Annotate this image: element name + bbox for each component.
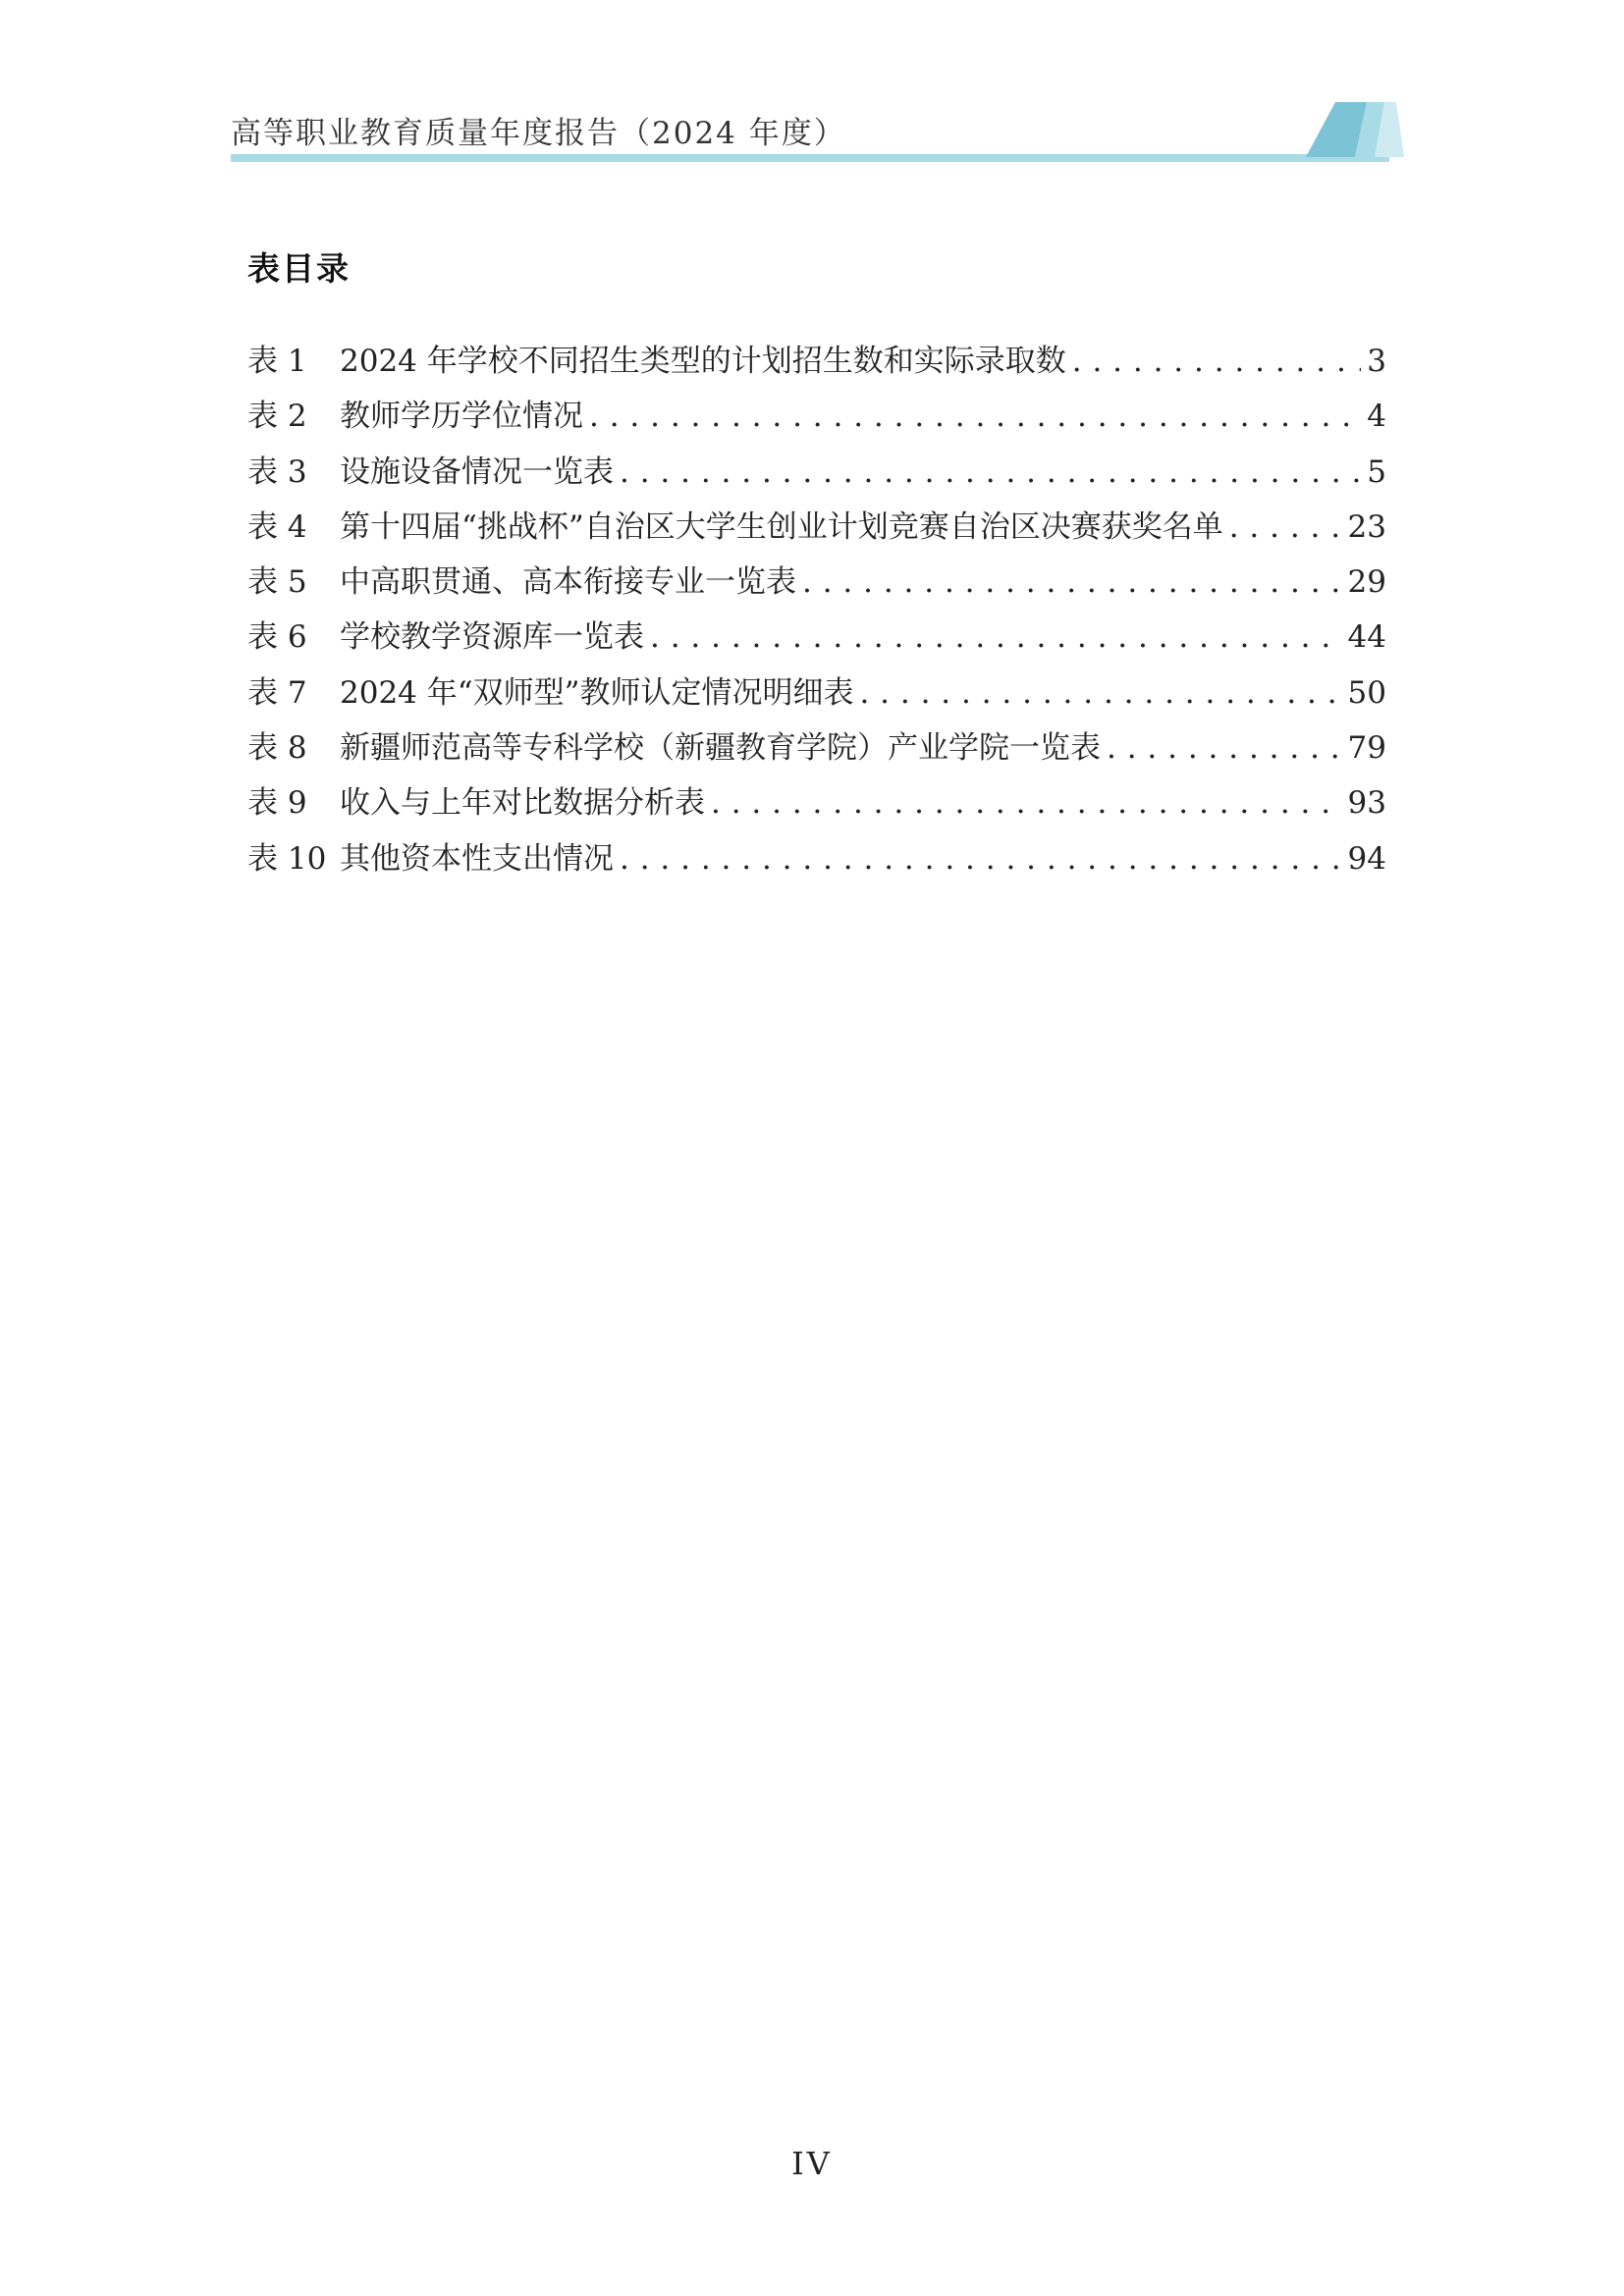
header-rule [231,154,1389,162]
toc-entry-page: 50 [1347,674,1386,711]
toc-entry-label: 表 7 [247,674,307,711]
toc-entry[interactable] [247,833,1386,888]
toc-entry-title: 第十四届“挑战杯”自治区大学生创业计划竞赛自治区决赛获奖名单 [340,508,1223,545]
toc-dot-leader [1229,509,1342,545]
toc-dot-leader [802,564,1342,600]
toc-entry-page: 5 [1367,454,1386,490]
toc-entry[interactable] [247,336,1386,391]
toc-entry-page: 3 [1367,344,1386,379]
toc-entry[interactable] [247,667,1386,722]
toc-entry-page: 79 [1347,730,1386,767]
page-number: IV [791,2145,833,2182]
toc-entry-title: 2024 年学校不同招生类型的计划招生数和实际录取数 [340,344,1066,379]
toc-entry-title: 2024 年“双师型”教师认定情况明细表 [340,674,854,711]
toc-dot-leader [1072,344,1362,379]
toc-entry[interactable] [247,447,1386,502]
toc-dot-leader [859,675,1341,711]
toc-dot-leader [620,841,1342,877]
toc-entry-label: 表 4 [247,508,307,545]
header-decoration-icon [1306,102,1404,161]
toc-entry[interactable] [247,722,1386,777]
toc-entry-title: 设施设备情况一览表 [340,454,614,490]
toc-heading: 表目录 [247,249,351,288]
toc-entry-label: 表 10 [247,840,327,877]
toc-entry[interactable] [247,391,1386,446]
toc-entry-page: 93 [1347,785,1386,822]
toc-entry-label: 表 1 [247,344,307,379]
toc-dot-leader [650,619,1342,655]
toc-dot-leader [711,785,1342,821]
toc-entry-label: 表 6 [247,619,307,656]
toc-entry-label: 表 9 [247,785,307,822]
page-header [231,98,1404,167]
toc-dot-leader [620,454,1361,490]
toc-entry[interactable] [247,557,1386,612]
toc-entry-page: 23 [1347,508,1386,545]
toc-entry-title: 其他资本性支出情况 [340,840,614,877]
toc-entry[interactable] [247,502,1386,557]
toc-entry[interactable] [247,777,1386,832]
toc-entry-label: 表 8 [247,730,307,767]
toc-dot-leader [1107,730,1342,766]
toc-entry-title: 新疆师范高等专科学校（新疆教育学院）产业学院一览表 [340,730,1101,767]
toc-entry-label: 表 5 [247,564,307,601]
toc-dot-leader [589,399,1361,434]
toc-entry-page: 4 [1367,399,1386,435]
toc-entry-title: 教师学历学位情况 [340,399,583,435]
toc-entry-page: 29 [1347,564,1386,601]
toc-entry-title: 收入与上年对比数据分析表 [340,785,705,822]
toc-entry[interactable] [247,612,1386,667]
toc-entry-title: 中高职贯通、高本衔接专业一览表 [340,564,796,601]
toc-list [247,336,1386,888]
toc-entry-label: 表 2 [247,399,307,435]
header-title: 高等职业教育质量年度报告（2024 年度） [231,116,846,151]
toc-entry-title: 学校教学资源库一览表 [340,619,644,656]
toc-entry-page: 94 [1347,840,1386,877]
toc-entry-label: 表 3 [247,454,307,490]
toc-entry-page: 44 [1347,619,1386,656]
